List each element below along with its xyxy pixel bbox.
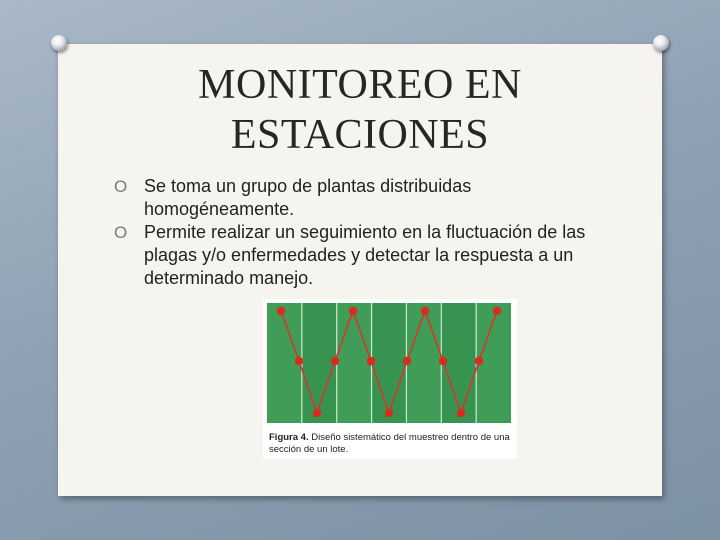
bullet-item [114,175,594,221]
bullet-list [114,175,594,290]
sampling-point [295,357,303,365]
caption-text: Diseño sistemático del muestreo dentro de una sección de un lote. [269,432,510,455]
sampling-point [277,307,285,315]
title-line-1: MONITOREO EN [198,62,522,108]
sampling-point [313,409,321,417]
sampling-point [385,409,393,417]
bullet-text: Permite realizar un seguimiento en la fluctuación de las plagas y/o enfermedades y detectar la respuesta a un determinado manejo. [144,222,586,288]
sampling-point [367,357,375,365]
sampling-point [457,409,465,417]
sampling-point [439,357,447,365]
figure-caption [269,432,515,456]
sampling-point [421,307,429,315]
caption-label: Figura 4. [269,432,309,443]
sampling-point [403,357,411,365]
bullet-o-icon: O [114,223,128,242]
field-stripe [372,303,407,423]
sampling-point [349,307,357,315]
sampling-figure [263,299,517,459]
sampling-point [493,307,501,315]
sampling-point [331,357,339,365]
pushpin-icon [653,35,669,51]
bullet-text: Se toma un grupo de plantas distribuidas homogéneamente. [144,176,472,219]
title-line-2: ESTACIONES [230,112,490,158]
sampling-diagram [263,299,517,427]
sampling-point [475,357,483,365]
bullet-item [114,221,594,290]
bullet-o-icon: O [114,177,128,196]
pushpin-icon [51,35,67,51]
slide-title [130,60,590,160]
